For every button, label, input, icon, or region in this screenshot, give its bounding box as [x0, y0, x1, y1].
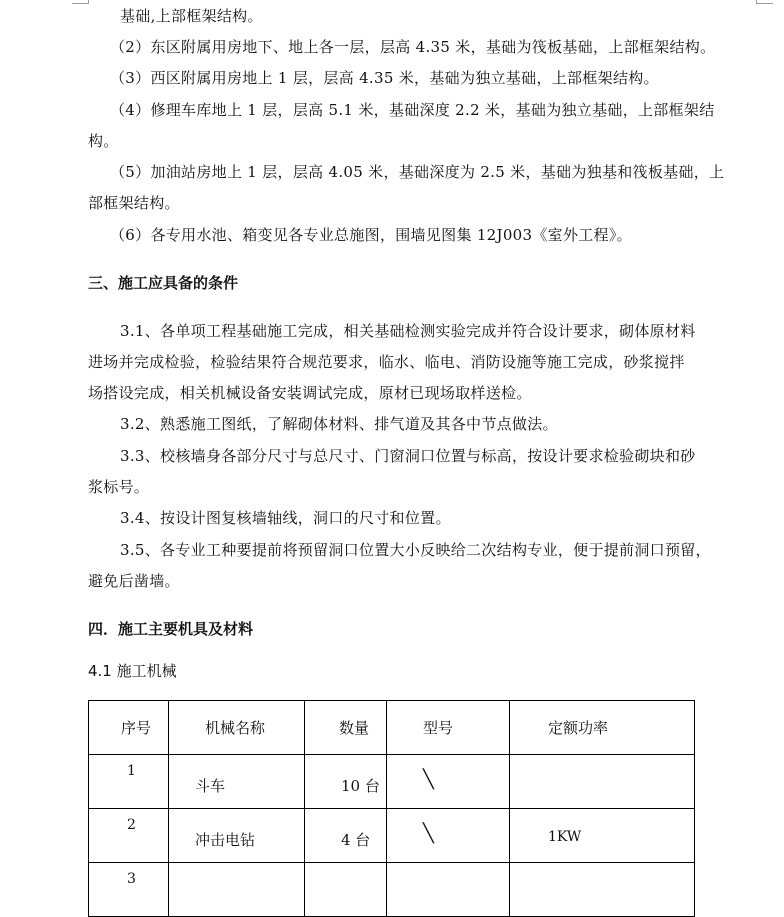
row-qty: 4 台 [341, 831, 371, 849]
paragraph-line: 场搭设完成，相关机械设备安装调试完成，原材已现场取样送检。 [88, 384, 532, 402]
paragraph-line: 部框架结构。 [88, 194, 180, 212]
table-row [89, 809, 695, 863]
machinery-table [88, 700, 695, 917]
paragraph-line: （6）各专用水池、箱变见各专业总施图，围墙见图集 12J003《室外工程》。 [110, 226, 632, 244]
header-name: 机械名称 [205, 719, 266, 737]
row-name: 斗车 [195, 777, 226, 795]
paragraph-line: 3.3、校核墙身各部分尺寸与总尺寸、门窗洞口位置与标高，按设计要求检验砌块和砂 [120, 447, 696, 465]
paragraph-line: 浆标号。 [88, 478, 150, 496]
row-model: ╲ [423, 823, 434, 844]
table-row [89, 863, 695, 917]
paragraph-line: 3.4、按设计图复核墙轴线，洞口的尺寸和位置。 [120, 509, 451, 527]
row-no: 2 [127, 817, 136, 833]
paragraph-line: 避免后凿墙。 [88, 572, 180, 590]
header-no: 序号 [121, 719, 152, 737]
paragraph-line: （2）东区附属用房地下、地上各一层，层高 4.35 米，基础为筏板基础，上部框架结构。 [110, 38, 716, 56]
header-qty: 数量 [339, 719, 370, 737]
table-header-cell [305, 701, 387, 755]
table-header-cell [387, 701, 510, 755]
section-heading: 四．施工主要机具及材料 [88, 620, 254, 638]
table-header-cell [169, 701, 305, 755]
row-name: 冲击电钻 [195, 831, 256, 849]
page-corner-mark-left [72, 0, 89, 4]
table-row [89, 755, 695, 809]
paragraph-line: 进场并完成检验，检验结果符合规范要求，临水、临电、消防设施等施工完成，砂浆搅拌 [88, 353, 685, 371]
row-no: 1 [127, 763, 136, 779]
subsection-heading: 4.1 施工机械 [88, 662, 177, 680]
header-model: 型号 [423, 719, 454, 737]
paragraph-line: 构。 [88, 132, 119, 150]
row-model: ╲ [423, 769, 434, 790]
paragraph-line: 3.1、各单项工程基础施工完成，相关基础检测实验完成并符合设计要求，砌体原材料 [120, 322, 696, 340]
section-heading: 三、施工应具备的条件 [88, 274, 239, 292]
header-power: 定额功率 [548, 719, 609, 737]
paragraph-line: 3.2、熟悉施工图纸，了解砌体材料、排气道及其各中节点做法。 [120, 415, 558, 433]
paragraph-line: （3）西区附属用房地上 1 层，层高 4.35 米，基础为独立基础，上部框架结构。 [110, 69, 659, 87]
table-header-row [89, 701, 695, 755]
paragraph-line: 3.5、各专业工种要提前将预留洞口位置大小反映给二次结构专业，便于提前洞口预留， [120, 541, 711, 559]
paragraph-line: （5）加油站房地上 1 层，层高 4.05 米，基础深度为 2.5 米，基础为独基和筏板基础，上 [110, 163, 725, 181]
row-no: 3 [127, 871, 136, 887]
table-header-cell [89, 701, 169, 755]
paragraph-line: （4）修理车库地上 1 层，层高 5.1 米，基础深度 2.2 米，基础为独立基础，上部框架结 [110, 101, 715, 119]
row-qty: 10 台 [341, 777, 380, 795]
page-corner-mark-right [756, 0, 773, 4]
table-header-cell [510, 701, 695, 755]
paragraph-line: 基础,上部框架结构。 [120, 7, 263, 25]
row-power: 1KW [548, 829, 582, 845]
